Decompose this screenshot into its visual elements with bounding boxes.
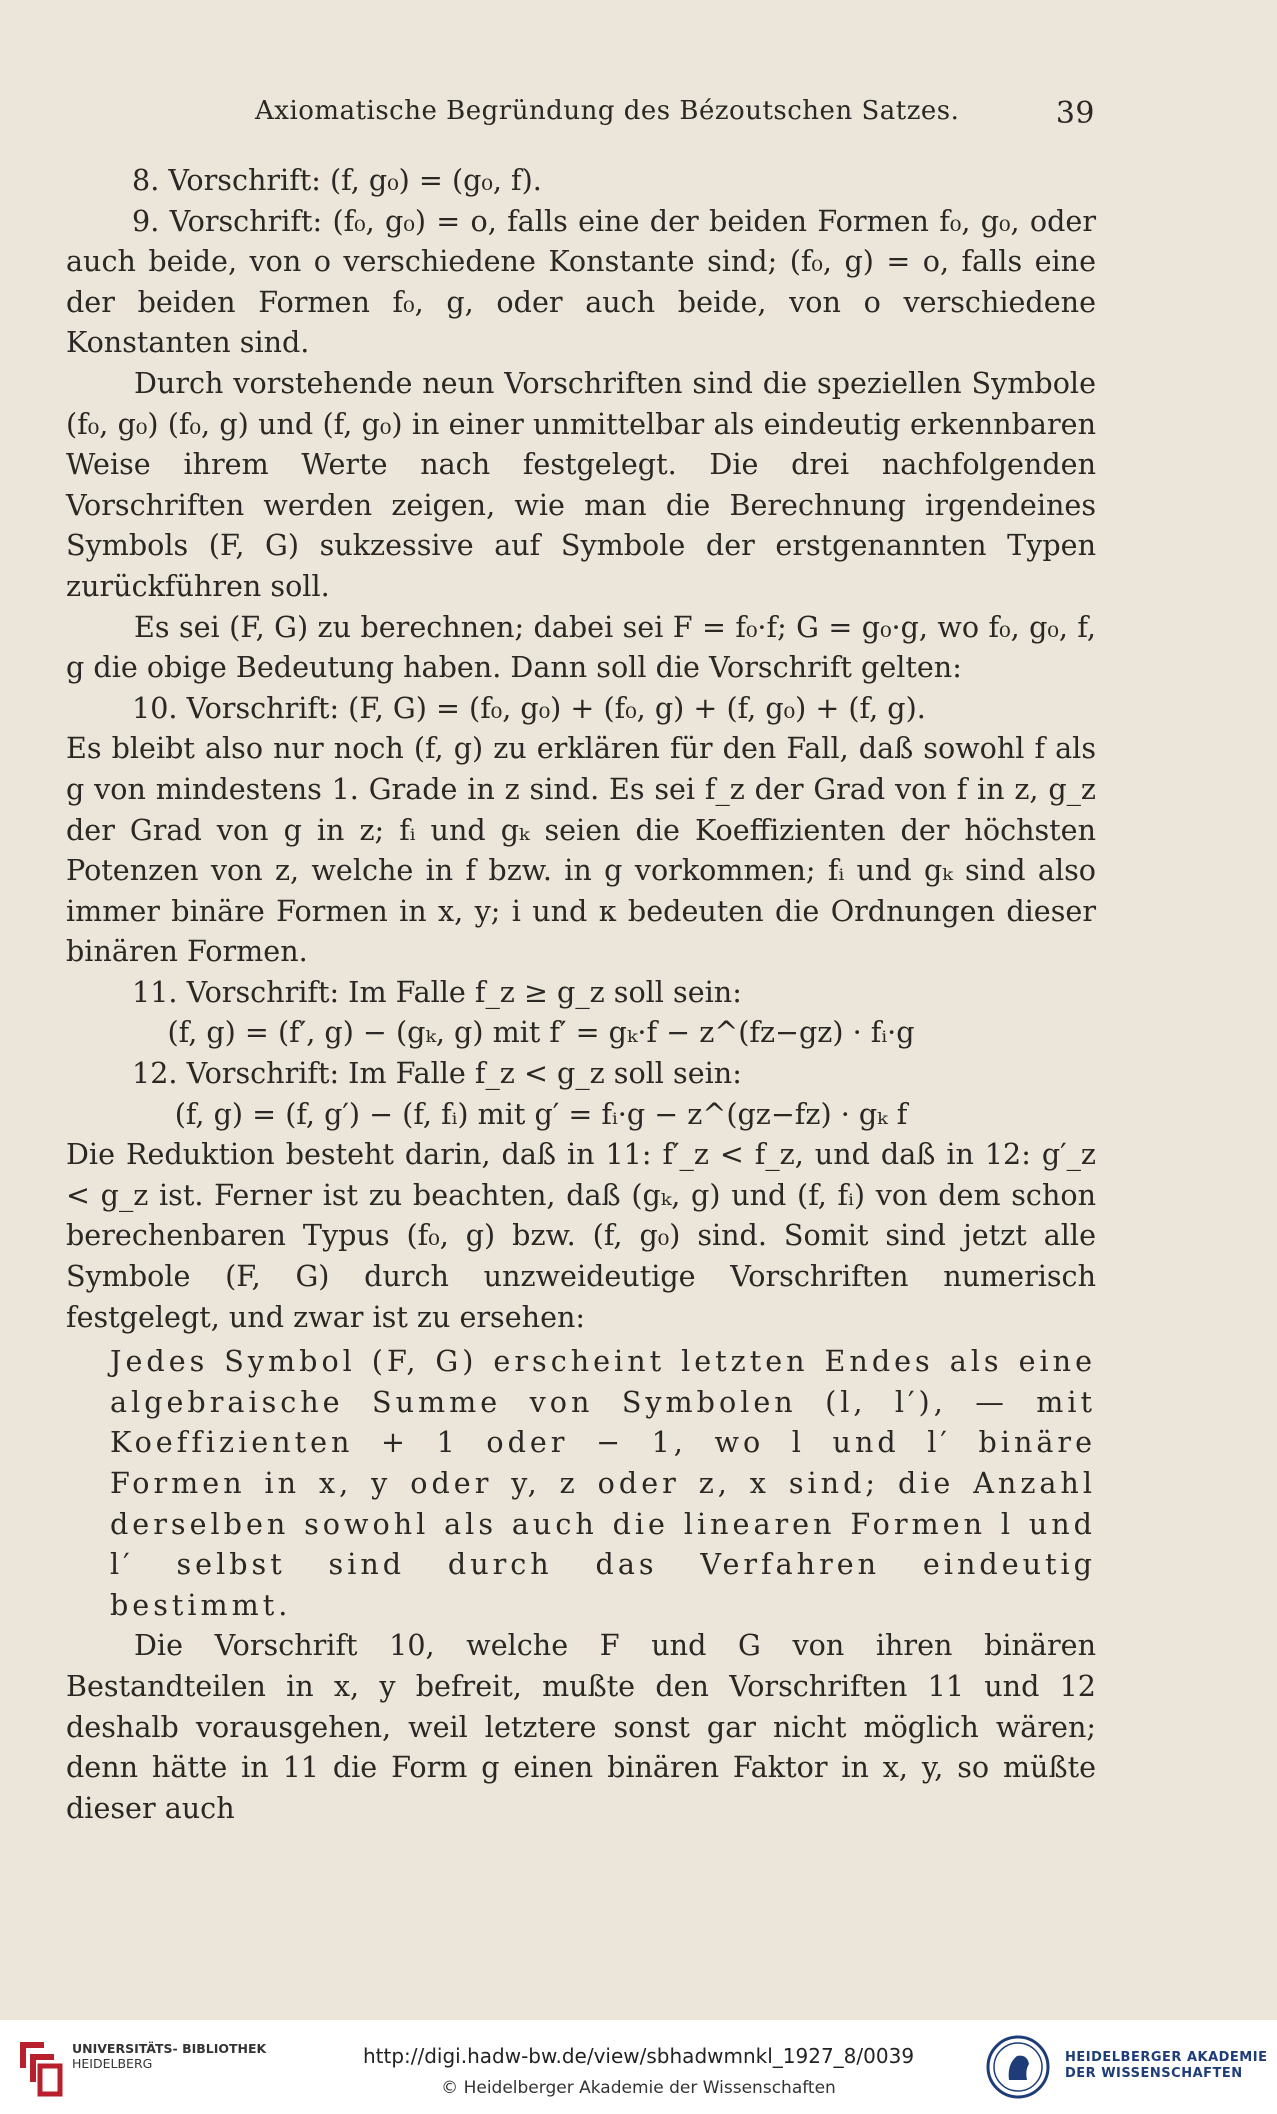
rule-11: 11. Vorschrift: Im Falle f_z ≥ g_z soll sein: [132,974,742,1009]
theorem-block: Jedes Symbol (F, G) erscheint letzten Endes als eine algebraische Summe von Symbolen (l, l′), — mit Koeffizienten + 1 oder − 1, wo l und l′ binäre Formen in x, y oder y, z oder z, x sind; die Anzahl derselben sowohl als auch die linearen Formen l und l′ selbst sind durch das Verfahren eindeutig bestimmt. [110,1344,1096,1622]
rule-8: 8. Vorschrift: (f, g₀) = (g₀, f). [132,163,542,197]
academy-line-1: HEIDELBERGER AKADEMIE [1065,2050,1268,2065]
rule-10: 10. Vorschrift: (F, G) = (f₀, g₀) + (f₀, g) + (f, g₀) + (f, g). [132,690,926,725]
page-body [66,160,1096,1828]
footer-bar [0,2020,1277,2114]
running-title: Axiomatische Begründung des Bézoutschen Satzes. [255,96,960,126]
formula-12: (f, g) = (f, g′) − (f, fᵢ) mit g′ = fᵢ·g − z^(gz−fz) · gₖ f [174,1096,908,1131]
copyright-notice: © Heidelberger Akademie der Wissenschaften [441,2078,836,2098]
library-city: HEIDELBERG [72,2055,153,2071]
rule-12: 12. Vorschrift: Im Falle f_z < g_z soll sein: [132,1056,742,1091]
rule-9: 9. Vorschrift: (f₀, g₀) = o, falls eine der beiden Formen f₀, g₀, oder auch beide, von o verschiedene Konstante sind; (f₀, g) = o, falls eine der beiden Formen f₀, g, oder auch beide, von o verschiedene Konstanten sind. [66,203,1096,360]
paragraph-explain: Es bleibt also nur noch (f, g) zu erklären für den Fall, daß sowohl f als g von mindestens 1. Grade in z sind. Es sei f_z der Grad von f in z, g_z der Grad von g in z; fᵢ und gₖ seien die Koeffizienten der höchsten Potenzen von z, welche in f bzw. in g vorkommen; fᵢ und gₖ sind also immer binäre Formen in x, y; i und κ bedeuten die Ordnungen dieser binären Formen. [66,731,1096,969]
academy-name [1065,2050,1267,2082]
running-header [255,96,1095,131]
hadw-seal-icon[interactable] [985,2034,1051,2104]
formula-11: (f, g) = (f′, g) − (gₖ, g) mit f′ = gₖ·f − z^(fz−gz) · fᵢ·g [167,1015,915,1050]
academy-line-2: DER WISSENSCHAFTEN [1065,2066,1243,2081]
paragraph-reduction: Die Reduktion besteht darin, daß in 11: f′_z < f_z, und daß in 12: g′_z < g_z ist. Ferner ist zu beachten, daß (gₖ, g) und (f, fᵢ) von dem schon berechenbaren Typus (f₀, g) bzw. (f, g₀) sind. Somit sind jetzt alle Symbole (F, G) durch unzweideutige Vorschriften numerisch festgelegt, und zwar ist zu ersehen: [66,1137,1096,1334]
page-number: 39 [1055,96,1095,131]
paragraph-rule10-note: Die Vorschrift 10, welche F und G von ihren binären Bestandteilen in x, y befreit, mußte den Vorschriften 11 und 12 deshalb vorausgehen, weil letztere sonst gar nicht möglich wären; denn hätte in 11 die Form g einen binären Faktor in x, y, so müßte dieser auch [66,1628,1096,1825]
library-name-main: UNIVERSITÄTS- BIBLIOTHEK [72,2041,267,2056]
permalink-url[interactable]: http://digi.hadw-bw.de/view/sbhadwmnkl_1927_8/0039 [362,2044,915,2068]
paragraph-compute: Es sei (F, G) zu berechnen; dabei sei F = f₀·f; G = g₀·g, wo f₀, g₀, f, g die obige Bedeutung haben. Dann soll die Vorschrift gelten: [66,609,1096,685]
paragraph-special-symbols: Durch vorstehende neun Vorschriften sind die speziellen Symbole (f₀, g₀) (f₀, g) und (f, g₀) in einer unmittelbar als eindeutig erkennbaren Weise ihrem Werte nach festgelegt. Die drei nachfolgenden Vorschriften werden zeigen, wie man die Berechnung irgendeines Symbols (F, G) sukzessive auf Symbole der erstgenannten Typen zurückführen soll. [66,365,1096,603]
